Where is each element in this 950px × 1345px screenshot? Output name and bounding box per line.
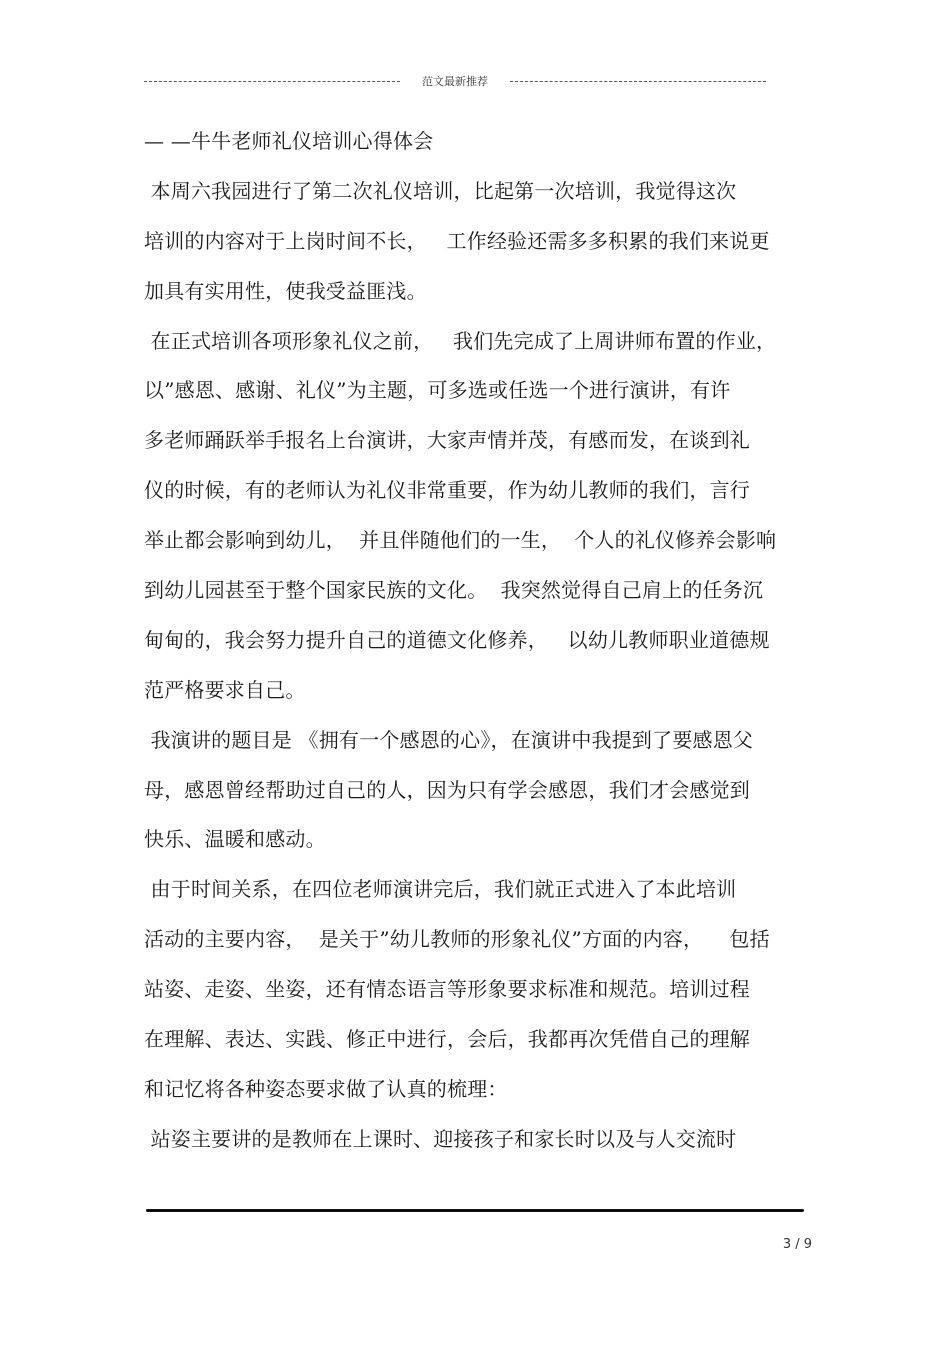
text-line: 加具有实用性，使我受益匪浅。	[144, 278, 427, 303]
header-title: 范文最新推荐	[422, 75, 488, 88]
text-line: 到幼儿园甚至于整个国家民族的文化。 我突然觉得自己肩上的任务沉	[144, 578, 764, 603]
text-line: 培训的内容对于上岗时间不长， 工作经验还需多多积累的我们来说更	[144, 228, 770, 253]
text-line: 在理解、表达、实践、修正中进行，会后，我都再次凭借自己的理解	[144, 1027, 750, 1052]
text-line: 快乐、温暖和感动。	[144, 827, 326, 852]
text-line: 母，感恩曾经帮助过自己的人，因为只有学会感恩，我们才会感觉到	[144, 777, 750, 802]
text-line: 站姿主要讲的是教师在上课时、迎接孩子和家长时以及与人交流时	[144, 1126, 737, 1151]
text-line: 范严格要求自己。	[144, 677, 306, 702]
text-line: 和记忆将各种姿态要求做了认真的梳理：	[144, 1076, 508, 1101]
text-line: 多老师踊跃举手报名上台演讲，大家声情并茂，有感而发，在谈到礼	[144, 428, 750, 453]
text-line: 由于时间关系，在四位老师演讲完后，我们就正式进入了本此培训	[144, 877, 737, 902]
header-dash-left	[144, 81, 400, 82]
text-line: 本周六我园进行了第二次礼仪培训，比起第一次培训，我觉得这次	[144, 178, 737, 203]
text-line: 我演讲的题目是 《拥有一个感恩的心》，在演讲中我提到了要感恩父	[144, 727, 754, 752]
document-body	[144, 121, 808, 1169]
text-line: 仪的时候，有的老师认为礼仪非常重要，作为幼儿教师的我们，言行	[144, 478, 750, 503]
page-number: 3 / 9	[782, 1237, 812, 1252]
text-line: 站姿、走姿、坐姿，还有情态语言等形象要求标准和规范。培训过程	[144, 977, 750, 1002]
footer-divider	[146, 1209, 804, 1212]
text-line: 活动的主要内容， 是关于”幼儿教师的形象礼仪”方面的内容， 包括	[144, 927, 770, 952]
text-line: 举止都会影响到幼儿， 并且伴随他们的一生， 个人的礼仪修养会影响	[144, 528, 777, 553]
text-line: 甸甸的，我会努力提升自己的道德文化修养， 以幼儿教师职业道德规	[144, 627, 770, 652]
text-line-title: — —牛牛老师礼仪培训心得体会	[144, 129, 434, 153]
page-header	[144, 72, 766, 90]
text-line: 在正式培训各项形象礼仪之前， 我们先完成了上周讲师布置的作业，	[144, 328, 777, 353]
header-dash-right	[510, 81, 766, 82]
text-line: 以”感恩、感谢、礼仪”为主题，可多选或任选一个进行演讲，有许	[144, 378, 731, 403]
